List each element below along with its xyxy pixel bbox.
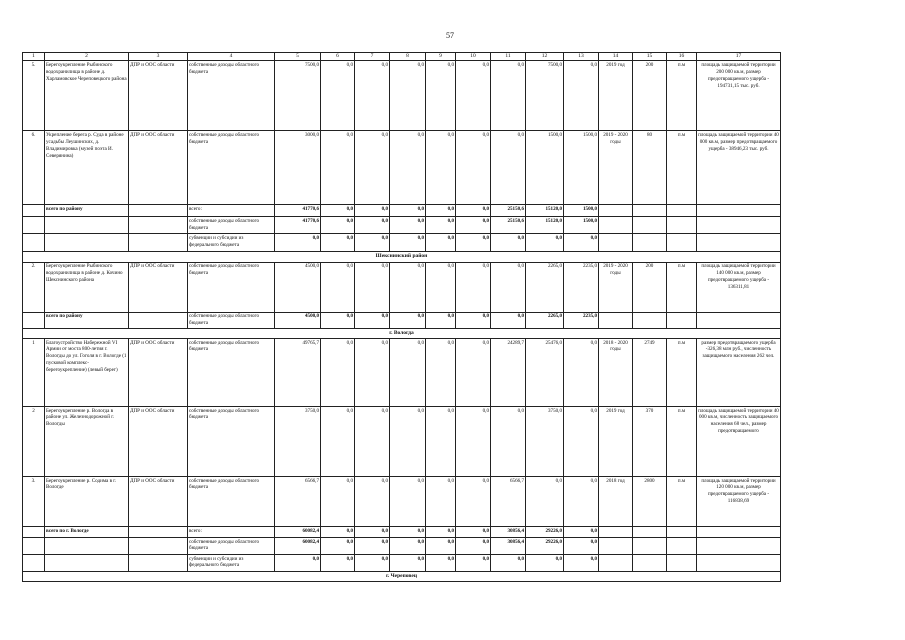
table-cell: 0,0: [355, 339, 390, 407]
table-cell: 41770,6: [275, 205, 321, 217]
table-cell: [23, 538, 45, 555]
table-cell: [697, 217, 781, 234]
table-cell: 60082,4: [275, 538, 321, 555]
table-cell: 49765,7: [275, 339, 321, 407]
table-cell: 2018 - 2020 годы: [599, 339, 633, 407]
table-cell: [599, 234, 633, 252]
column-number: 6: [321, 53, 355, 61]
table-cell: [667, 527, 697, 538]
table-cell: 1500,0: [564, 205, 599, 217]
table-cell: 41770,6: [275, 217, 321, 234]
column-number: 10: [456, 53, 491, 61]
column-number: 15: [633, 53, 667, 61]
table-cell: [23, 205, 45, 217]
page-number: 57: [446, 31, 454, 40]
table-cell: 0,0: [355, 61, 390, 131]
table-cell: 0,0: [564, 234, 599, 252]
table-cell: всего по району: [45, 312, 129, 328]
table-cell: всего:: [188, 527, 275, 538]
table-cell: собственные доходы областного бюджета: [188, 217, 275, 234]
table-cell: 0,0: [390, 527, 426, 538]
table-cell: 0,0: [526, 234, 564, 252]
table-cell: [667, 538, 697, 555]
section-row: [23, 328, 781, 338]
table-cell: площадь защищаемой территории 140 000 кв.м, размер предотвращаемого ущерба - 136311,81: [697, 262, 781, 312]
table-cell: 0,0: [456, 61, 491, 131]
table-cell: [633, 205, 667, 217]
table-cell: 0,0: [426, 205, 456, 217]
total-row: [23, 527, 781, 538]
section-title: г. Череповец: [23, 572, 781, 582]
table-cell: субвенции и субсидии из федерального бюджета: [188, 555, 275, 572]
column-number: 11: [491, 53, 526, 61]
table-cell: собственные доходы областного бюджета: [188, 538, 275, 555]
table-cell: 0,0: [321, 407, 355, 477]
table-cell: 0,0: [564, 61, 599, 131]
table-cell: [633, 555, 667, 572]
table-cell: 2749: [633, 339, 667, 407]
table-cell: 3750,0: [526, 407, 564, 477]
table-cell: ДПР и ООС области: [129, 61, 188, 131]
table-cell: 24289,7: [491, 339, 526, 407]
table-cell: [697, 312, 781, 328]
table-cell: [697, 234, 781, 252]
table-cell: 0,0: [390, 61, 426, 131]
table-cell: 0,0: [390, 312, 426, 328]
table-cell: 0,0: [426, 527, 456, 538]
table-cell: 25150,6: [491, 217, 526, 234]
table-cell: 0,0: [321, 527, 355, 538]
table-cell: [633, 312, 667, 328]
table-cell: 30856,4: [491, 538, 526, 555]
table-cell: собственные доходы областного бюджета: [188, 131, 275, 205]
table-cell: 0,0: [275, 555, 321, 572]
column-number: 4: [188, 53, 275, 61]
table-cell: [23, 234, 45, 252]
table-cell: 0,0: [456, 477, 491, 527]
table-cell: 0,0: [426, 312, 456, 328]
table-cell: 0,0: [321, 234, 355, 252]
column-number: 3: [129, 53, 188, 61]
table-cell: [599, 527, 633, 538]
table-row: [23, 262, 781, 312]
table-cell: 15120,0: [526, 205, 564, 217]
table-cell: 0,0: [426, 61, 456, 131]
table-cell: 0,0: [390, 131, 426, 205]
table-cell: [45, 217, 129, 234]
table-cell: [599, 217, 633, 234]
table-cell: Берегоукрепление р. Вологда в районе ул. Железнодорожной г. Вологды: [45, 407, 129, 477]
section-row: [23, 572, 781, 582]
table-cell: 0,0: [564, 407, 599, 477]
table-cell: субвенции и субсидии из федерального бюджета: [188, 234, 275, 252]
table-cell: 1500,0: [564, 131, 599, 205]
table-cell: 0,0: [355, 407, 390, 477]
table-cell: 0,0: [355, 538, 390, 555]
section-title: г. Вологда: [23, 328, 781, 338]
table-cell: 29226,0: [526, 527, 564, 538]
section-row: [23, 252, 781, 262]
table-cell: 0,0: [390, 234, 426, 252]
table-cell: [633, 538, 667, 555]
table-cell: Укрепление берега р. Суда в районе усадьбы Леушинских, д. Владимировка (музей поэта И. Северянина): [45, 131, 129, 205]
table-cell: 0,0: [321, 538, 355, 555]
table-cell: 0,0: [321, 217, 355, 234]
table-cell: [599, 312, 633, 328]
table-cell: 6566,7: [275, 477, 321, 527]
table-cell: 2.: [23, 262, 45, 312]
table-cell: собственные доходы областного бюджета: [188, 477, 275, 527]
column-number: 17: [697, 53, 781, 61]
table-cell: 3750,0: [275, 407, 321, 477]
table-cell: 0,0: [491, 312, 526, 328]
table-cell: собственные доходы областного бюджета: [188, 407, 275, 477]
table-cell: [667, 234, 697, 252]
table-cell: ДПР и ООС области: [129, 262, 188, 312]
table-cell: 2019 год: [599, 61, 633, 131]
table-cell: [667, 312, 697, 328]
table-cell: 3.: [23, 477, 45, 527]
table-cell: 6566,7: [491, 477, 526, 527]
budget-table: [22, 52, 781, 582]
table-cell: 0,0: [491, 262, 526, 312]
table-cell: Берегоукрепление Рыбинского водохранилища в районе д. Харламовское Череповецкого района: [45, 61, 129, 131]
table-cell: 0,0: [426, 217, 456, 234]
table-cell: собственные доходы областного бюджета: [188, 262, 275, 312]
table-cell: [633, 527, 667, 538]
table-cell: 1: [23, 339, 45, 407]
table-cell: 0,0: [456, 131, 491, 205]
table-cell: ДПР и ООС области: [129, 477, 188, 527]
table-cell: 0,0: [390, 262, 426, 312]
table-cell: п.м: [667, 61, 697, 131]
table-cell: 0,0: [526, 477, 564, 527]
column-number: 8: [390, 53, 426, 61]
table-cell: 5.: [23, 61, 45, 131]
table-cell: [129, 527, 188, 538]
table-cell: [599, 538, 633, 555]
table-cell: 2265,0: [526, 262, 564, 312]
table-cell: 0,0: [390, 339, 426, 407]
table-cell: 0,0: [491, 61, 526, 131]
table-cell: 0,0: [456, 312, 491, 328]
table-cell: всего:: [188, 205, 275, 217]
table-cell: 0,0: [564, 555, 599, 572]
column-number: 12: [526, 53, 564, 61]
table-cell: 0,0: [321, 312, 355, 328]
table-cell: п.м: [667, 262, 697, 312]
table-cell: 25150,6: [491, 205, 526, 217]
table-cell: 0,0: [456, 262, 491, 312]
table-cell: 0,0: [321, 477, 355, 527]
table-cell: [667, 555, 697, 572]
table-cell: 0,0: [426, 477, 456, 527]
total-row: [23, 217, 781, 234]
table-cell: 0,0: [456, 217, 491, 234]
table-cell: 0,0: [456, 205, 491, 217]
table-cell: п.м: [667, 407, 697, 477]
table-cell: 0,0: [355, 555, 390, 572]
table-cell: [697, 527, 781, 538]
table-cell: 200: [633, 61, 667, 131]
table-cell: размер предотвращаемого ущерба -326,38 млн руб., численность защищаемого населения 262 чел.: [697, 339, 781, 407]
column-number: 14: [599, 53, 633, 61]
table-cell: 0,0: [321, 262, 355, 312]
total-row: [23, 205, 781, 217]
table-header-row: [23, 53, 781, 61]
table-cell: 0,0: [275, 234, 321, 252]
table-cell: 0,0: [355, 234, 390, 252]
table-cell: 0,0: [426, 234, 456, 252]
table-cell: собственные доходы областного бюджета: [188, 339, 275, 407]
table-cell: 0,0: [456, 407, 491, 477]
table-cell: [129, 205, 188, 217]
table-cell: [599, 555, 633, 572]
table-cell: 29226,0: [526, 538, 564, 555]
table-cell: площадь защищаемой территории 200 000 кв.м, размер предотвращаемого ущерба - 194731,15 тыс. руб.: [697, 61, 781, 131]
table-cell: 1500,0: [526, 131, 564, 205]
table-cell: 0,0: [564, 538, 599, 555]
table-row: [23, 131, 781, 205]
table-cell: 25476,0: [526, 339, 564, 407]
table-cell: 7500,0: [275, 61, 321, 131]
table-cell: площадь защищаемой территории 120 000 кв.м, размер предотвращаемого ущерба - 116838,69: [697, 477, 781, 527]
table-cell: [633, 234, 667, 252]
table-cell: [129, 555, 188, 572]
total-row: [23, 312, 781, 328]
table-cell: 0,0: [456, 339, 491, 407]
table-cell: 2019 - 2020 годы: [599, 131, 633, 205]
table-cell: 30856,4: [491, 527, 526, 538]
table-cell: собственные доходы областного бюджета: [188, 61, 275, 131]
table-cell: площадь защищаемой территории 40 000 кв.м, размер предотвращаемого ущерба - 38946,23 тыс. руб.: [697, 131, 781, 205]
table-cell: 2018 год: [599, 477, 633, 527]
column-number: 5: [275, 53, 321, 61]
table-row: [23, 477, 781, 527]
table-cell: 0,0: [426, 339, 456, 407]
table-cell: площадь защищаемой территории 40 000 кв.м, численность защищаемого населения 68 чел., размер предотвращаемого: [697, 407, 781, 477]
column-number: 1: [23, 53, 45, 61]
table-cell: 3000,0: [275, 131, 321, 205]
table-cell: [667, 217, 697, 234]
table-cell: 0,0: [390, 555, 426, 572]
table-cell: 0,0: [355, 217, 390, 234]
table-cell: 0,0: [564, 527, 599, 538]
table-cell: 1500,0: [564, 217, 599, 234]
table-cell: ДПР и ООС области: [129, 407, 188, 477]
table-cell: [599, 205, 633, 217]
table-cell: 0,0: [355, 477, 390, 527]
table-cell: [667, 205, 697, 217]
table-cell: 60082,4: [275, 527, 321, 538]
table-cell: [23, 555, 45, 572]
table-cell: собственные доходы областного бюджета: [188, 312, 275, 328]
table-cell: 2: [23, 407, 45, 477]
total-row: [23, 555, 781, 572]
table-cell: 2265,0: [526, 312, 564, 328]
table-cell: 0,0: [426, 555, 456, 572]
table-row: [23, 61, 781, 131]
table-cell: [697, 555, 781, 572]
table-cell: 2235,0: [564, 262, 599, 312]
table-cell: 0,0: [355, 527, 390, 538]
table-cell: [23, 217, 45, 234]
table-cell: [45, 555, 129, 572]
table-cell: 0,0: [355, 262, 390, 312]
table-cell: [697, 538, 781, 555]
table-cell: 0,0: [526, 555, 564, 572]
table-cell: 0,0: [491, 234, 526, 252]
column-number: 16: [667, 53, 697, 61]
table-cell: Благоустройство Набережной VI Армии от моста 800-летия г. Вологды до ул. Гоголя в г. Вологде (1 пусковой комплекс- берегоукрепление) (левый берег): [45, 339, 129, 407]
table-cell: всего по г. Вологде: [45, 527, 129, 538]
table-cell: 4500,0: [275, 312, 321, 328]
table-cell: 0,0: [426, 407, 456, 477]
table-cell: 0,0: [321, 131, 355, 205]
total-row: [23, 538, 781, 555]
table-cell: [45, 538, 129, 555]
table-cell: всего по району: [45, 205, 129, 217]
table-cell: 2019 год: [599, 407, 633, 477]
table-cell: [23, 527, 45, 538]
table-cell: [633, 217, 667, 234]
table-cell: 0,0: [390, 205, 426, 217]
table-cell: 80: [633, 131, 667, 205]
table-cell: 0,0: [456, 538, 491, 555]
table-cell: 0,0: [456, 234, 491, 252]
table-cell: Берегоукрепление р. Содима в г. Вологде: [45, 477, 129, 527]
table-cell: 0,0: [390, 407, 426, 477]
table-cell: п.м: [667, 131, 697, 205]
table-cell: п.м: [667, 477, 697, 527]
table-cell: Берегоукрепление Рыбинского водохранилища в районе д. Кочино Шекснинского района: [45, 262, 129, 312]
table-cell: 0,0: [390, 538, 426, 555]
section-title: Шекснинский район: [23, 252, 781, 262]
table-cell: 0,0: [321, 61, 355, 131]
table-cell: 4500,0: [275, 262, 321, 312]
table-cell: 2800: [633, 477, 667, 527]
table-cell: [129, 312, 188, 328]
table-cell: ДПР и ООС области: [129, 339, 188, 407]
table-cell: [23, 312, 45, 328]
table-cell: 370: [633, 407, 667, 477]
table-cell: [129, 234, 188, 252]
table-cell: [129, 217, 188, 234]
table-cell: 2019 - 2020 годы: [599, 262, 633, 312]
table-cell: 0,0: [426, 262, 456, 312]
table-cell: 6.: [23, 131, 45, 205]
table-cell: 0,0: [564, 339, 599, 407]
table-cell: 0,0: [321, 339, 355, 407]
table-cell: 0,0: [390, 217, 426, 234]
table-cell: 0,0: [355, 205, 390, 217]
table-cell: 0,0: [456, 555, 491, 572]
table-cell: [129, 538, 188, 555]
column-number: 7: [355, 53, 390, 61]
table-cell: 0,0: [355, 312, 390, 328]
table-cell: 2235,0: [564, 312, 599, 328]
table-cell: 15120,0: [526, 217, 564, 234]
table-cell: 0,0: [321, 205, 355, 217]
table-row: [23, 407, 781, 477]
total-row: [23, 234, 781, 252]
table-cell: 0,0: [456, 527, 491, 538]
table-cell: [697, 205, 781, 217]
table-cell: 0,0: [491, 131, 526, 205]
table-cell: 0,0: [491, 555, 526, 572]
table-cell: 7500,0: [526, 61, 564, 131]
table-cell: п.м: [667, 339, 697, 407]
table-cell: ДПР и ООС области: [129, 131, 188, 205]
table-cell: 0,0: [355, 131, 390, 205]
table-row: [23, 339, 781, 407]
table-cell: 0,0: [321, 555, 355, 572]
table-cell: 0,0: [426, 131, 456, 205]
table-cell: [45, 234, 129, 252]
table-cell: 0,0: [491, 407, 526, 477]
table-cell: 200: [633, 262, 667, 312]
table-cell: 0,0: [390, 477, 426, 527]
table-cell: 0,0: [426, 538, 456, 555]
column-number: 9: [426, 53, 456, 61]
column-number: 2: [45, 53, 129, 61]
table-cell: 0,0: [564, 477, 599, 527]
column-number: 13: [564, 53, 599, 61]
